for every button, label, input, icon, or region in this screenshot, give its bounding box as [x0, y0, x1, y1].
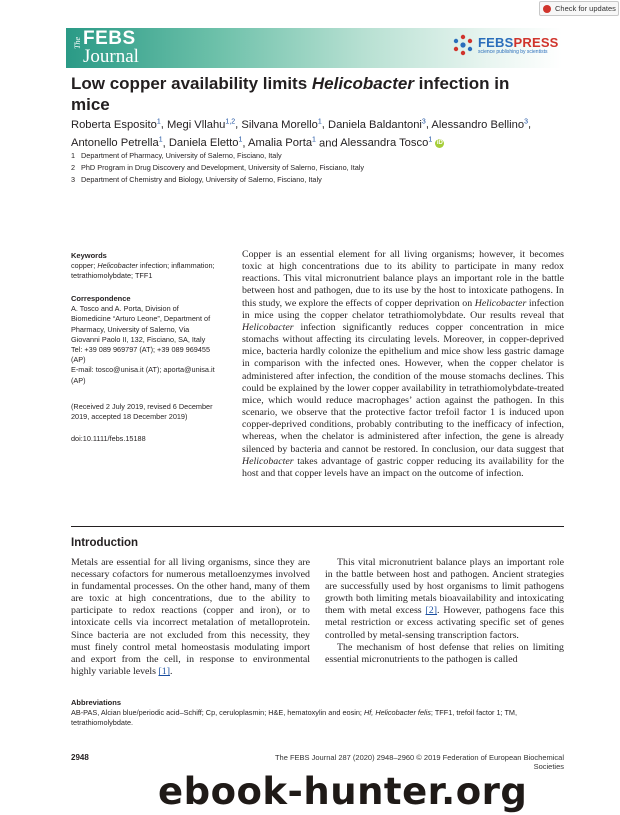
title-italic: Helicobacter	[311, 74, 414, 93]
affiliation: 3 Department of Chemistry and Biology, University of Salerno, Fisciano, Italy	[71, 175, 322, 184]
author-list: Roberta Esposito$^1$, Megi Vllahu$^{1,2}$, Silvana Morello$^1$, Daniela Baldantoni$^3$, Alessandro Bellino$^3$, Antonello Petrella$^1$, Daniela Eletto$^1$, Amalia Porta$^1$ and Alessandra Tosco$^1$ iD	[71, 118, 532, 150]
doi[interactable]: doi:10.1111/febs.15188	[71, 434, 146, 443]
author[interactable]: Antonello Petrella$^1$	[71, 136, 163, 150]
crossmark-icon	[543, 5, 551, 13]
abbreviations-block: Abbreviations AB-PAS, Alcian blue/periodic acid–Schiff; Cp, ceruloplasmin; H&E, hematoxylin and eosin; Hf, Helicobacter felis; TFF1, trefoil factor 1; TM, tetrathiomolybdate.	[71, 698, 564, 728]
journal-logo-the: The	[73, 37, 82, 49]
check-for-updates-label: Check for updates	[555, 4, 616, 13]
journal-logo-journal: Journal	[83, 46, 139, 67]
intro-right-column: This vital micronutrient balance plays an important role in the battle between host and pathogen. Ancient strategies are successfully used by host organisms to limit pathogens growth both limiting metals bioavailability and intoxicating them with metal excess [2]. However, pathogens face this metal restriction or excess activating specific set of genes controlled by metal-sensing transcription factors. The mechanism of host defense that relies on limiting essential micronutrients to the pathogen is called	[325, 557, 565, 665]
introduction-heading: Introduction	[71, 537, 139, 549]
journal-logo-febs: FEBS	[83, 28, 136, 49]
keywords-block: Keywords copper; Helicobacter infection; inflammation; tetrathiomolybdate; TFF1	[71, 251, 236, 282]
page-number: 2948	[71, 753, 89, 762]
keywords-heading: Keywords	[71, 251, 107, 260]
email-line[interactable]: E-mail: tosco@unisa.it (AT); aporta@unisa.it	[71, 365, 215, 375]
title-part-2: infection in mice	[71, 74, 510, 114]
reference-link[interactable]: [2]	[425, 605, 438, 617]
author[interactable]: Roberta Esposito$^1$	[71, 118, 161, 131]
author[interactable]: Megi Vllahu$^{1,2}$	[166, 118, 236, 131]
author[interactable]: Alessandro Bellino$^3$	[431, 118, 528, 131]
author[interactable]: Daniela Baldantoni$^3$	[327, 118, 426, 131]
title-part-1: Low copper availability limits	[71, 74, 312, 93]
febs-press-logo	[452, 34, 559, 56]
journal-citation: The FEBS Journal 287 (2020) 2948–2960 © 2019 Federation of European Biochemical Societies	[274, 753, 564, 771]
intro-left-column: Metals are essential for all living organisms, since they are necessary cofactors for numerous metalloenzymes involved in fundamental processes. On the other hand, many of them are toxic at high concentrations, due to the ability to participate to redox reactions (copper and iron), or to intoxicate cells via incorrect metalation of metalloprotein. Since bacteria are not excluded from this necessity, they must finely control metal homeostasis modulating import and export from the cell, in response to environmental highly variable levels [1].	[71, 557, 310, 677]
reference-link[interactable]: [1]	[158, 665, 170, 677]
received-dates: (Received 2 July 2019, revised 6 December 2019, accepted 18 December 2019)	[71, 402, 213, 422]
correspondence-block: Correspondence A. Tosco and A. Porta, Division of Biomedicine “Arturo Leone”, Department of Pharmacy, University of Salerno, Via Giovanni Paolo II, 132, Fisciano, SA, Italy Tel: +39 089 969797 (AT); +39 089 969455 (AP) E-mail: tosco@unisa.it (AT); aporta@unisa.it (AP)	[71, 294, 236, 386]
press-title	[478, 36, 559, 49]
author[interactable]: Silvana Morello$^1$	[241, 118, 322, 131]
correspondence-heading: Correspondence	[71, 294, 131, 303]
watermark: ebook-hunter.org	[158, 770, 528, 813]
author[interactable]: Amalia Porta$^1$	[248, 136, 316, 150]
check-for-updates-button[interactable]	[539, 1, 619, 16]
article-title	[71, 73, 551, 115]
author[interactable]: Alessandra Tosco$^1$	[340, 136, 433, 150]
press-tagline: science publishing by scientists	[478, 48, 548, 55]
affiliation: 2 PhD Program in Drug Discovery and Development, University of Salerno, Fisciano, Italy	[71, 163, 365, 172]
keywords-line: tetrathiomolybdate; TFF1	[71, 271, 153, 281]
section-divider	[71, 526, 564, 527]
press-name-febs: FEBS	[478, 34, 514, 50]
affiliation: 1 Department of Pharmacy, University of Salerno, Fisciano, Italy	[71, 151, 282, 160]
orcid-icon[interactable]: iD	[436, 140, 443, 147]
abbreviations-heading: Abbreviations	[71, 698, 122, 707]
press-name-press: PRESS	[513, 34, 559, 50]
author[interactable]: Daniela Eletto$^1$	[168, 136, 243, 150]
abstract: Copper is an essential element for all living organisms; however, it becomes toxic at high concentrations due to its ability to participate in many redox reactions. This vital micronutrient balance plays an important role in the battle between host and pathogen, due to its use by the host to intoxicate pathogens. In this study, we explore the effects of copper deprivation on Helicobacter infection in mice using the copper chelator tetrathiomolybdate. Our results reveal that Helicobacter infection significantly reduces copper concentration in mice stomachs without affecting its circulating levels. Moreover, in copper-deprived mice, bacteria hardly colonize the epithelium and mice show less gastric damage in comparison with the infected ones. However, when the copper chelator is administered after infection, the condition of the mouse stomachs declines. This could be explained by the lower copper availability in tetrathiomolybdate-treated mice, which would reduce macrophages’ action against the pathogen. In this scenario, we observe that the protective factor trefoil factor 1 is induced upon copper-deprived conditions, probably contributing to the inefficacy of infection, whereas, when the chelator is administered after infection, the gene is already silenced by bacteria and cannot be restored. In conclusion, our data suggest that Helicobacter takes advantage of gastric copper reducing its availability for the host and that copper levels have an impact on the outcome of infection.	[242, 249, 564, 479]
febs-press-icon	[452, 34, 474, 56]
